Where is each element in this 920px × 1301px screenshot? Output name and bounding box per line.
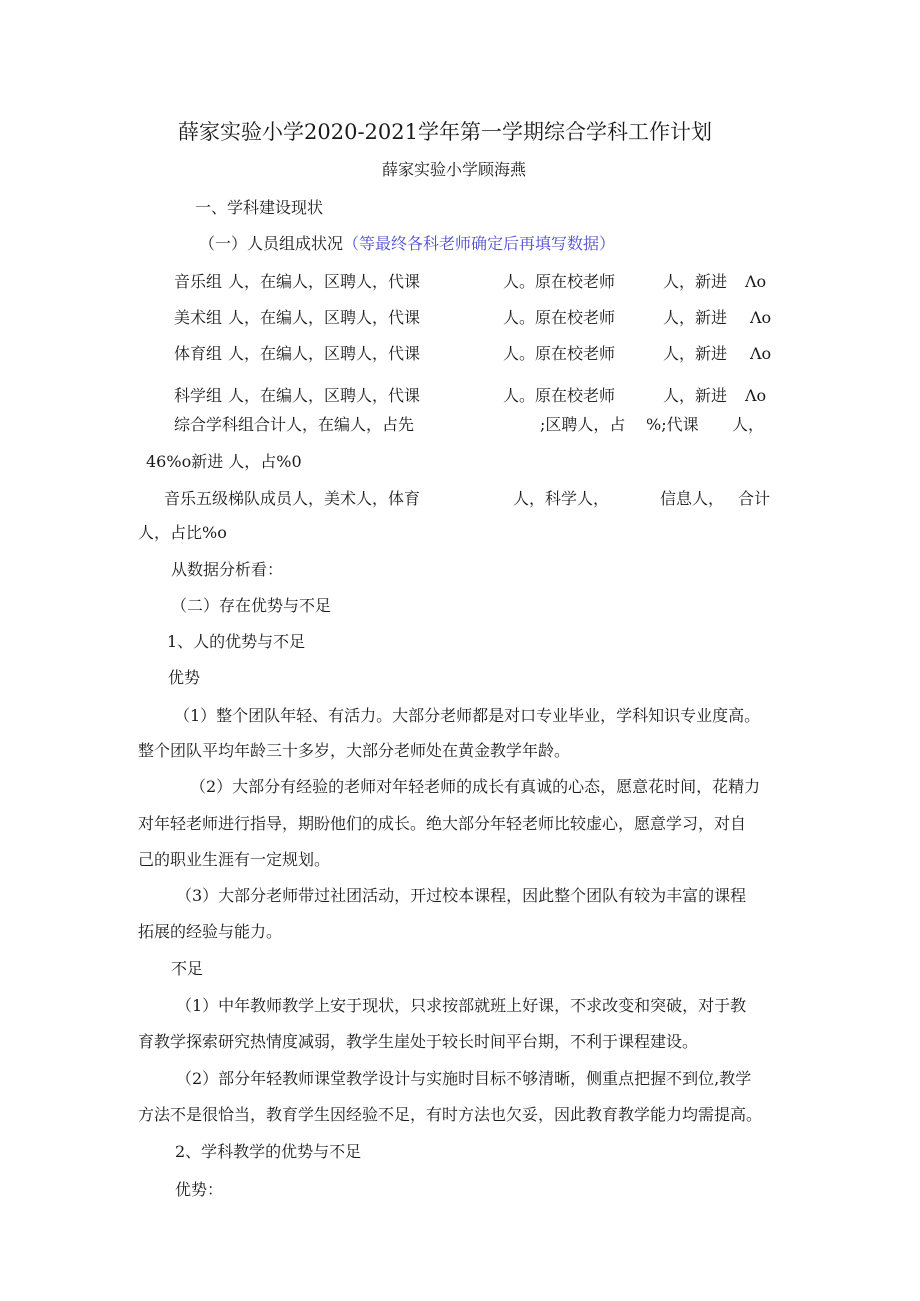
paragraph-line: （2）部分年轻教师课堂教学设计与实施时目标不够清晰，侧重点把握不到位,教学: [176, 1069, 752, 1088]
group-suffix: Λo: [745, 386, 767, 405]
total-substitute: %;代课: [646, 415, 699, 434]
advantages-label: 优势: [168, 668, 201, 687]
group-original-teachers: 人。原在校老师: [503, 386, 616, 405]
subsection-note: （等最终各科老师确定后再填写数据）: [343, 234, 616, 253]
group-new-teachers: 人，新进: [663, 308, 728, 327]
group-staff-text: 人，在编人，区聘人，代课: [228, 272, 421, 291]
subsection-heading-1: [199, 234, 615, 254]
author-line: 薛家实验小学顾海燕: [382, 160, 527, 179]
paragraph-line: 育教学探索研究热情度减弱，教学生崖处于较长时间平台期，不利于课程建设。: [138, 1032, 699, 1051]
subsection-heading-text: （一）人员组成状况: [199, 234, 344, 253]
group-suffix: Λo: [745, 272, 767, 291]
tier-science: 人，科学人，: [513, 489, 610, 508]
total-substitute-count: 人，: [732, 415, 765, 434]
paragraph-line: （1）中年教师教学上安于现状，只求按部就班上好课，不求改变和突破，对于教: [176, 996, 747, 1015]
group-name: 科学组: [174, 386, 223, 405]
paragraph-line: （1）整个团队年轻、有活力。大部分老师都是对口专业毕业，学科知识专业度高。: [174, 706, 761, 725]
total-summary-text: 综合学科组合计人，在编人，占先: [174, 415, 415, 434]
group-new-teachers: 人，新进: [663, 272, 728, 291]
total-district-hired: ;区聘人，占: [540, 415, 626, 434]
tier-summary-text: 音乐五级梯队成员人，美术人，体育: [164, 489, 421, 508]
group-original-teachers: 人。原在校老师: [503, 272, 616, 291]
group-suffix: Λo: [750, 344, 772, 363]
teaching-advantages-label: 优势：: [175, 1180, 224, 1199]
paragraph-line: （3）大部分老师带过社团活动，开过校本课程，因此整个团队有较为丰富的课程: [176, 886, 747, 905]
tier-summary-line2: 人，占比%o: [138, 523, 227, 542]
subsection-heading-2: （二）存在优势与不足: [171, 596, 332, 615]
disadvantages-label: 不足: [171, 959, 204, 978]
tier-info: 信息人，: [660, 489, 725, 508]
group-name: 体育组: [174, 344, 223, 363]
group-original-teachers: 人。原在校老师: [503, 344, 616, 363]
paragraph-line: 己的职业生涯有一定规划。: [138, 850, 331, 869]
paragraph-line: 对年轻老师进行指导，期盼他们的成长。绝大部分年轻老师比较虚心，愿意学习，对自: [138, 814, 747, 833]
group-staff-text: 人，在编人，区聘人，代课: [228, 344, 421, 363]
section-heading-1: 一、学科建设现状: [195, 198, 324, 217]
paragraph-line: 拓展的经验与能力。: [138, 922, 283, 941]
total-summary-line2: 46%o新进 人，占%0: [146, 452, 302, 471]
analysis-line: 从数据分析看：: [171, 560, 284, 579]
group-name: 美术组: [174, 308, 223, 327]
group-new-teachers: 人，新进: [663, 386, 728, 405]
group-new-teachers: 人，新进: [663, 344, 728, 363]
paragraph-line: 整个团队平均年龄三十多岁，大部分老师处在黄金教学年龄。: [138, 741, 571, 760]
group-original-teachers: 人。原在校老师: [503, 308, 616, 327]
tier-total: 合计: [738, 489, 771, 508]
group-staff-text: 人，在编人，区聘人，代课: [228, 386, 421, 405]
document-title: 薛家实验小学2020-2021学年第一学期综合学科工作计划: [178, 120, 712, 144]
group-name: 音乐组: [174, 272, 223, 291]
heading-teaching: 2、学科教学的优势与不足: [175, 1142, 362, 1161]
paragraph-line: （2）大部分有经验的老师对年轻老师的成长有真诚的心态，愿意花时间，花精力: [190, 777, 761, 796]
group-suffix: Λo: [750, 308, 772, 327]
paragraph-line: 方法不是很恰当，教育学生因经验不足，有时方法也欠妥，因此教育教学能力均需提高。: [138, 1105, 763, 1124]
heading-people: 1、人的优势与不足: [167, 632, 306, 651]
group-staff-text: 人，在编人，区聘人，代课: [228, 308, 421, 327]
